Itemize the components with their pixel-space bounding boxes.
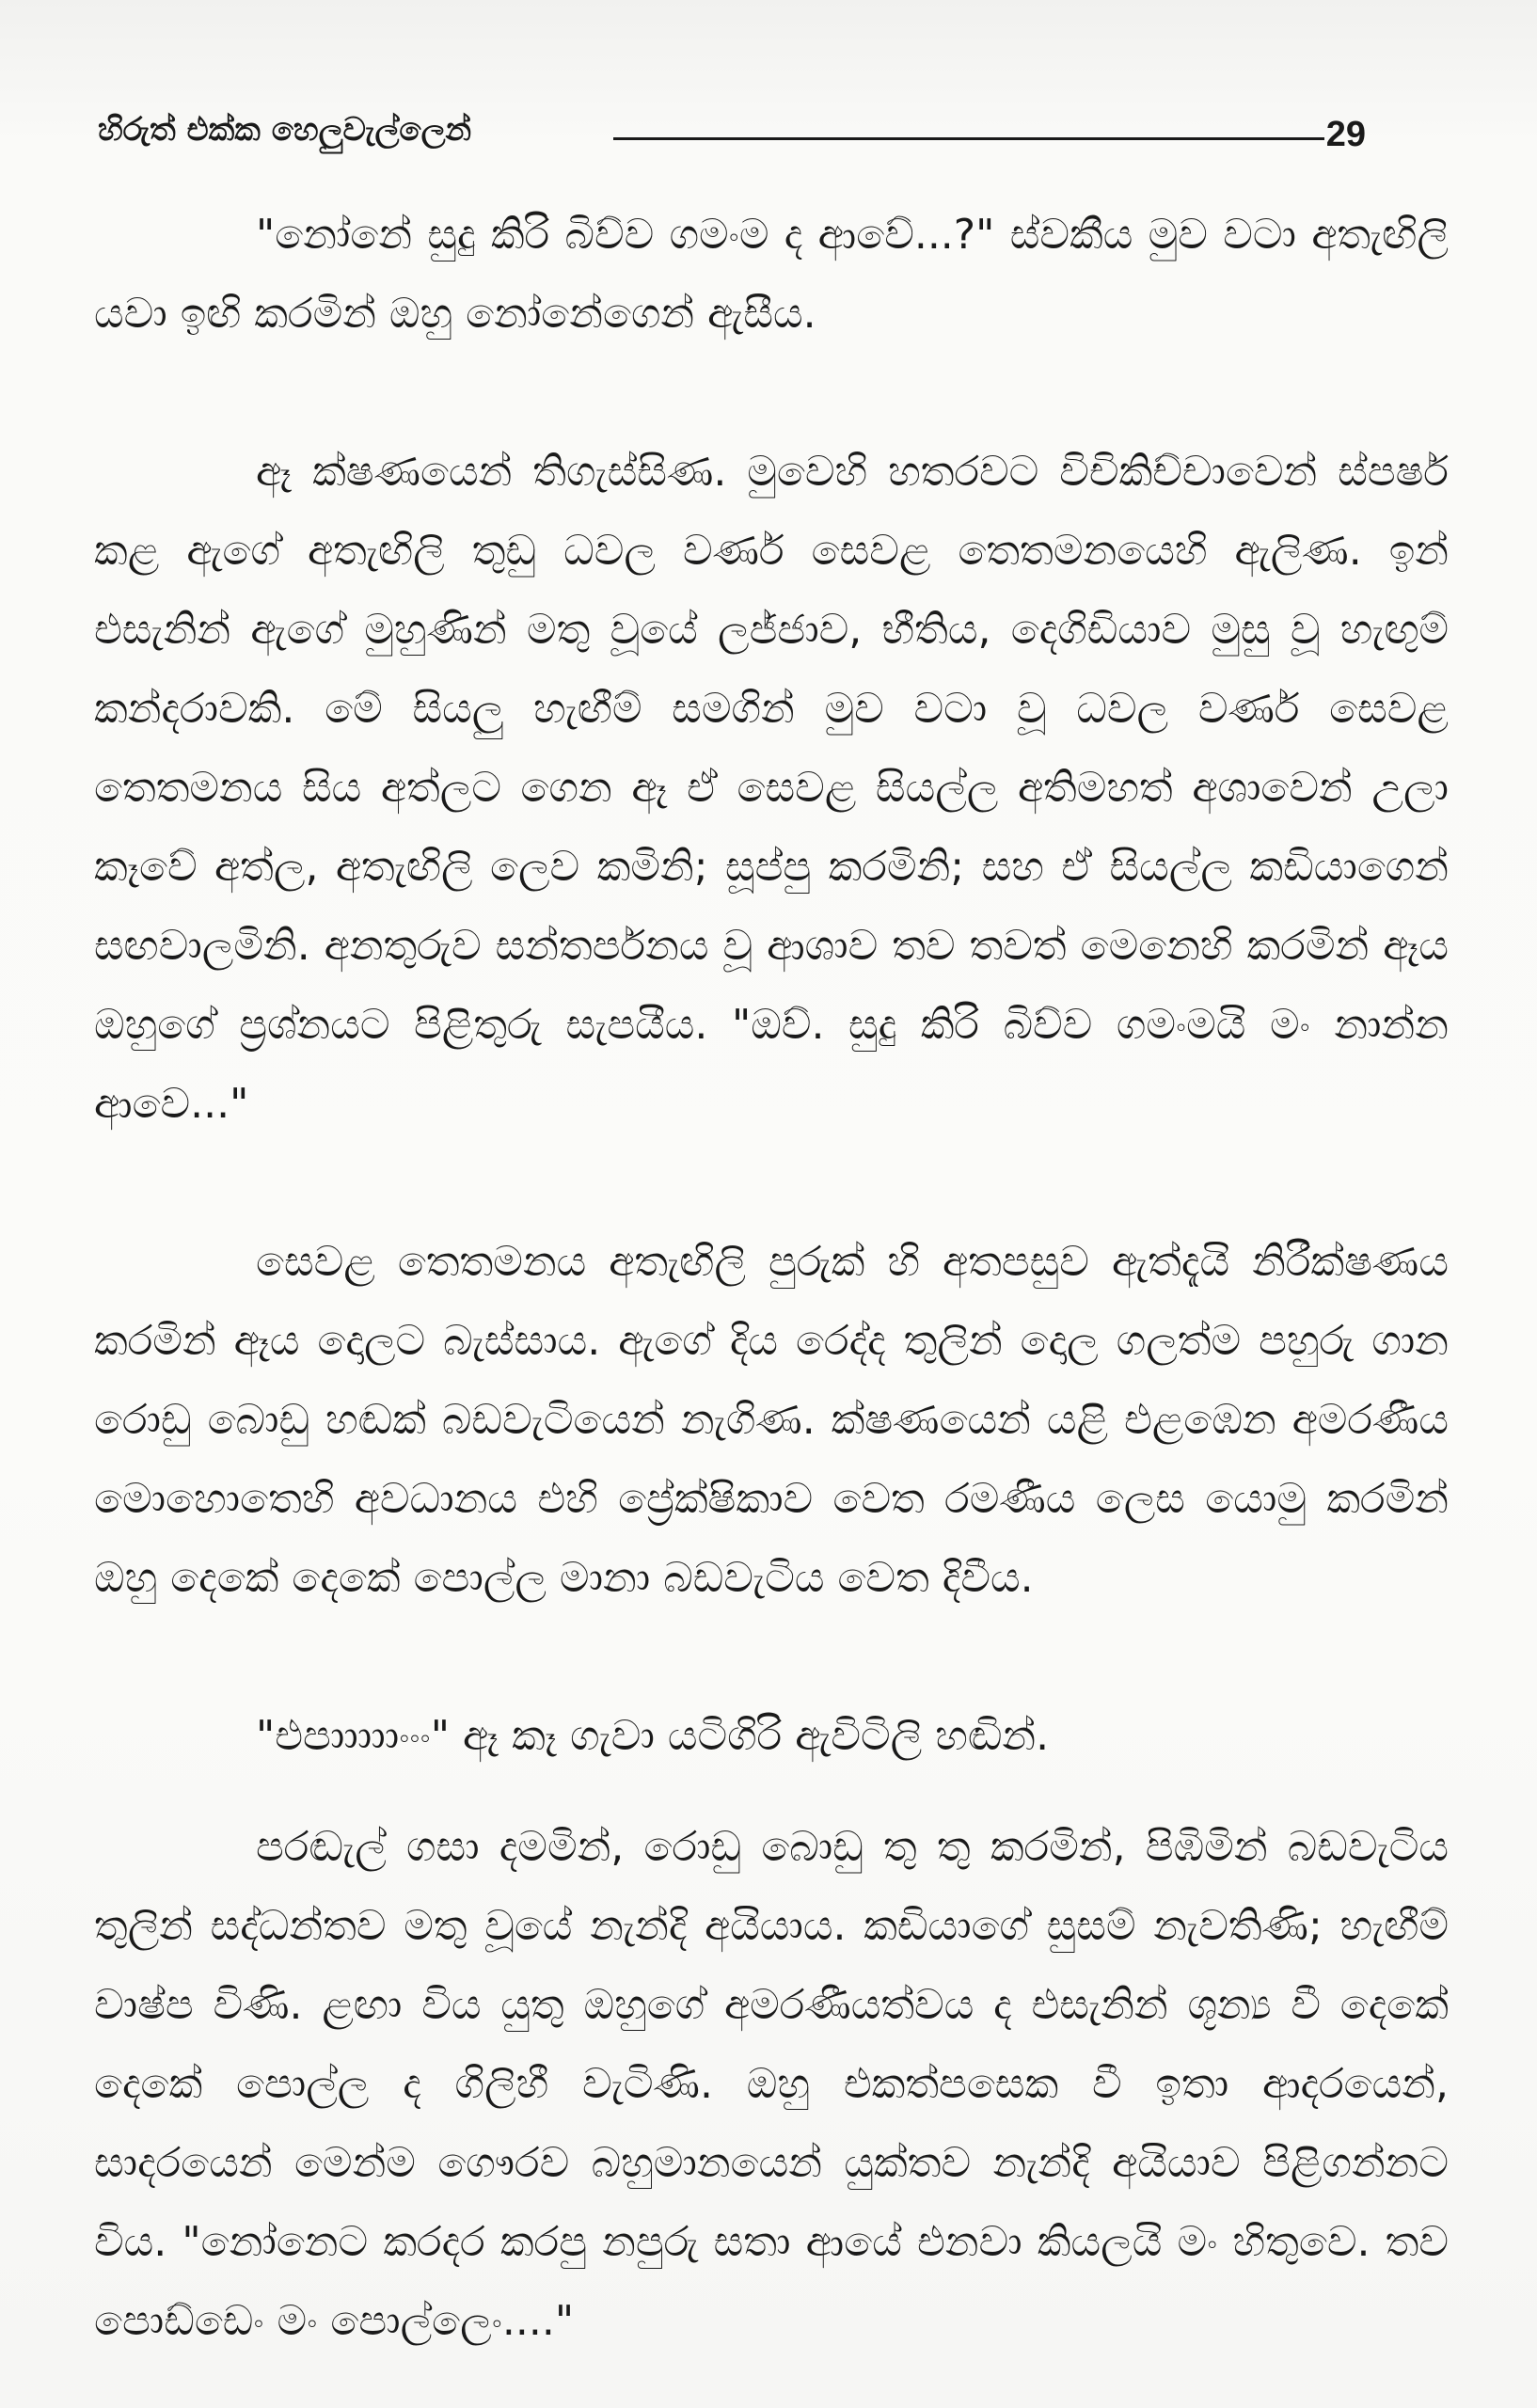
paragraph: "එපාාාාාංංං" ඈ කෑ ගැවා යටිගිරි ඇවිටිලි හඬින්. — [256, 1712, 1050, 1760]
paragraph: ඈ ක්ෂණයෙන් තිගැස්සිණ. මුවෙහි හතරවට විචිකිච්චාවෙන් ස්පර්ෂ කළ ඇගේ අතැඟිලි තුඩු ධවල වර්ණ සෙවළ තෙතමනයෙහි ඇලිණ. ඉන් එසැනින් ඇගේ මුහුණින් මතු වූයේ ලජ්ජාව, භීතිය, දෙගිඩියාව මුසු වූ හැඟුම් කන්දරාවකි. මේ සියලු හැඟීම් සමගින් මුව වටා වූ ධවල වර්ණ සෙවළ තෙතමනය සිය අත්ලට ගෙන ඈ ඒ සෙවළ සියල්ල අතිමහත් අශාවෙන් උලා කෑවේ අත්ල, අතැඟිලි ලෙව කමිනි; සූප්පු කරමිනි; සහ ඒ සියල්ල කඩියාගෙන් සඟවාලමිනි. අනතුරුව සන්තර්පනය වූ ආශාව තව තවත් මෙනෙහි කරමින් ඈය ඔහුගේ ප්‍රශ්නයට පිළිතුරු සැපයීය. "ඔව්. සුදු කිරි බිව්ව ගමංමයි මං නාන්න ආවෙ..." — [94, 448, 1449, 1128]
page-header — [98, 105, 1366, 162]
paragraph: "නෝනේ සුදු කිරි බිව්ව ගමංම ද ආවේ...?" ස්වකීය මුව වටා අතැඟිලි යවා ඉඟි කරමින් ඔහු නෝනේගෙන් ඇසීය. — [94, 211, 1449, 338]
body-text — [94, 196, 1449, 2361]
header-rule — [613, 137, 1324, 140]
paragraph: පරඬැල් ගසා දමමින්, රොඩු බොඩු තු තු කරමින්, පිඹිමින් බඩවැටිය තුලින් සද්ධන්තව මතු වූයේ නැන්දි අයියාය. කඩියාගේ සුසම් නැවතිණි; හැඟීම් වාෂ්ප විණි. ළඟා විය යුතු ඔහුගේ අමරණීයත්වය ද එසැනින් ශූන්‍ය වී දෙකේ දෙකේ පොල්ල ද ගිලිහී වැටිණි. ඔහු එකත්පසෙක වී ඉතා ආදරයෙන්, සාදරයෙන් මෙන්ම ගෞරව බහුමානයෙන් යුක්තව නැන්දි අයියාව පිළිගන්නට විය. "නෝනෙට කරදර කරපු නපුරු සතා ආයේ එනවා කියලයි මං හිතුවෙ. තව පොඩ්ඩෙං මං පොල්ලෙං...." — [94, 1823, 1449, 2345]
page-number: 29 — [1325, 115, 1366, 154]
paragraph: සෙවළ තෙතමනය අතැඟිලි පුරුක් හි අතපසුව ඇත්දැයි නිරීක්ෂණය කරමින් ඈය දොලට බැස්සාය. ඇගේ දිය රෙද්ද තුලින් දොල ගලත්ම පහුරු ගාන රොඩු බොඩු හඬක් බඩවැටියෙන් නැගිණ. ක්ෂණයෙන් යළි එළඹෙන අමරණීය මොහොතෙහි අවධානය එහි ප්‍රේක්ෂිකාව වෙත රමණීය ලෙස යොමු කරමින් ඔහු දෙකේ දෙකේ පොල්ල මානා බඩවැටිය වෙත දිවීය. — [94, 1238, 1449, 1602]
running-title: හිරුත් එක්ක හෙලුවැල්ලෙන් — [98, 111, 472, 149]
